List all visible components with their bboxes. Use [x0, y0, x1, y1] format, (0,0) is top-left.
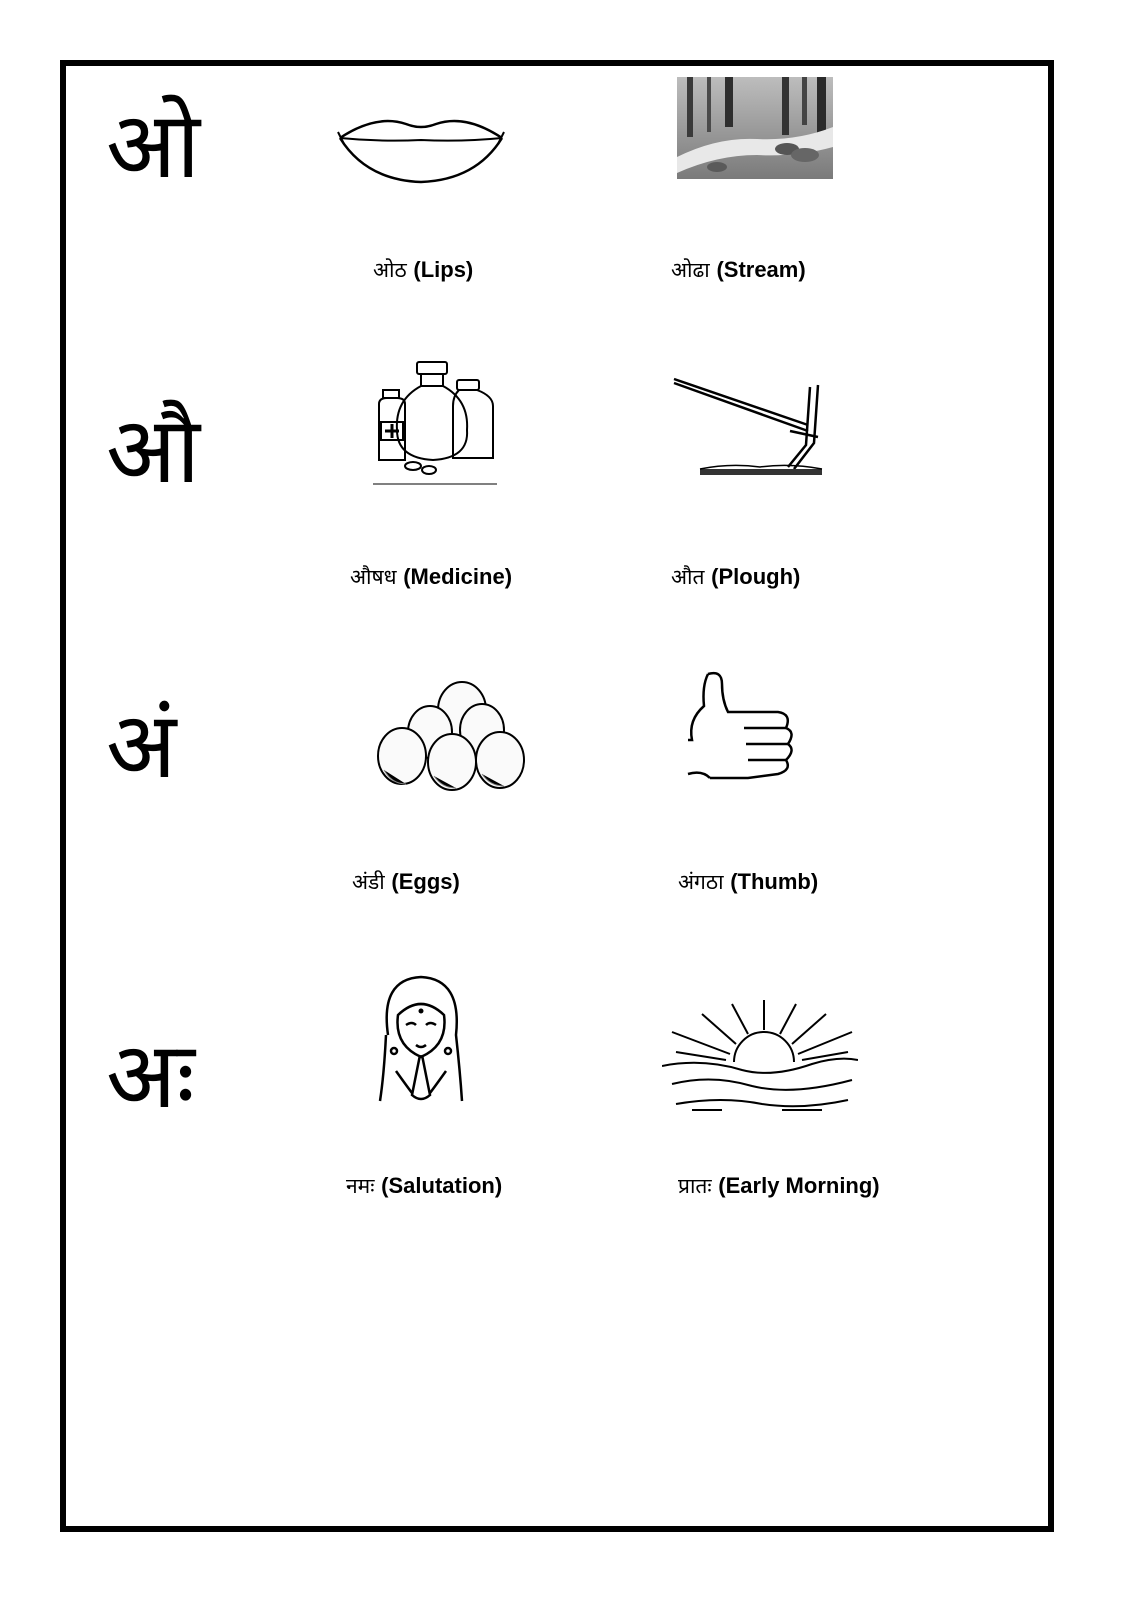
caption-eggs	[352, 868, 460, 896]
english-word: (Medicine)	[403, 564, 513, 589]
vowel-letter-au: औ	[106, 397, 201, 504]
hindi-word: नमः	[346, 1174, 375, 1198]
english-word: (Eggs)	[391, 869, 460, 894]
stream-icon	[677, 77, 833, 179]
hindi-word: औत	[671, 565, 705, 589]
caption-stream	[671, 256, 806, 284]
english-word: (Lips)	[413, 257, 474, 282]
caption-salutation	[346, 1172, 502, 1200]
hindi-word: प्रातः	[678, 1174, 712, 1198]
caption-early-morning	[678, 1172, 880, 1200]
hindi-word: अंगठा	[678, 870, 724, 894]
caption-thumb	[678, 868, 818, 896]
medicine-bottles-icon	[373, 360, 497, 486]
lips-icon	[336, 110, 506, 190]
caption-plough	[671, 563, 800, 591]
english-word: (Stream)	[716, 257, 806, 282]
vowel-letter-o: ओ	[106, 92, 201, 199]
english-word: (Salutation)	[381, 1173, 503, 1198]
hindi-word: औषध	[350, 565, 397, 589]
page-border	[60, 60, 1054, 1532]
eggs-icon	[372, 680, 526, 796]
vowel-letter-ah: अः	[106, 1022, 195, 1129]
plough-icon	[670, 375, 824, 485]
hindi-word: ओढा	[671, 258, 710, 282]
namaste-woman-icon	[376, 975, 466, 1115]
caption-lips	[373, 256, 473, 284]
sunrise-icon	[662, 1000, 858, 1114]
hindi-word: अंडी	[352, 870, 385, 894]
english-word: (Early Morning)	[718, 1173, 880, 1198]
thumb-icon	[682, 670, 798, 784]
english-word: (Thumb)	[730, 869, 819, 894]
caption-medicine	[350, 563, 512, 591]
vowel-letter-am: अं	[106, 692, 177, 799]
hindi-word: ओठ	[373, 258, 407, 282]
english-word: (Plough)	[711, 564, 801, 589]
